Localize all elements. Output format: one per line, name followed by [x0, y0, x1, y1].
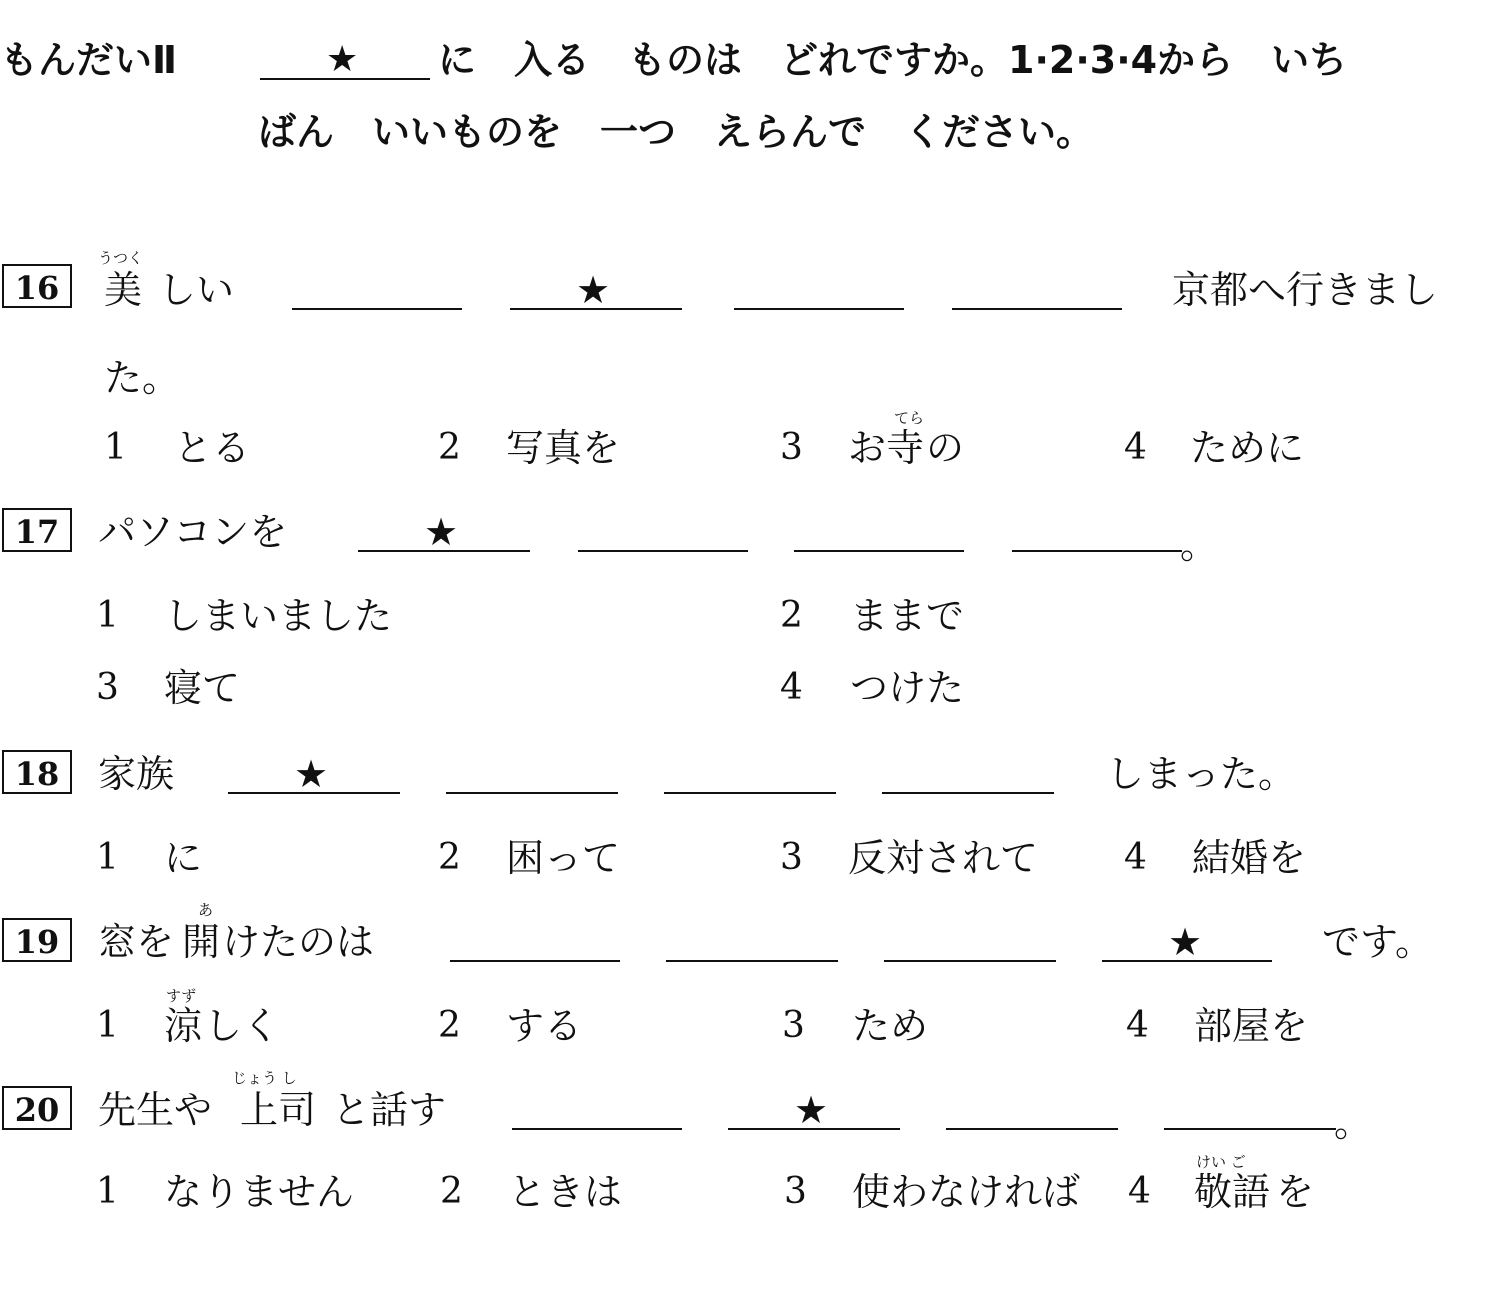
option-number: 4: [1124, 837, 1147, 878]
answer-blank[interactable]: [794, 550, 964, 552]
furigana: あ: [198, 901, 214, 919]
option-text-kanji[interactable]: 寺: [886, 426, 925, 470]
question-number: 18: [2, 750, 72, 794]
answer-blank[interactable]: [884, 960, 1056, 962]
section-label: もんだいⅡ: [0, 38, 178, 82]
option-number: 1: [96, 1005, 119, 1046]
question-prefix-kanji: 開: [182, 920, 221, 964]
option-number: 2: [438, 837, 461, 878]
question-suffix: 。: [1180, 523, 1219, 567]
answer-blank[interactable]: [664, 792, 836, 794]
option-text[interactable]: 写真を: [506, 426, 621, 470]
option-number: 3: [782, 1005, 805, 1046]
option-text[interactable]: ままで: [850, 594, 965, 638]
option-number: 1: [96, 837, 119, 878]
option-number: 1: [104, 427, 127, 468]
option-text[interactable]: ために: [1190, 426, 1305, 470]
answer-blank[interactable]: [1012, 550, 1182, 552]
question-prefix: パソコンを: [98, 510, 288, 554]
option-number: 3: [784, 1171, 807, 1212]
option-number: 4: [1126, 1005, 1149, 1046]
furigana: すず: [166, 987, 197, 1005]
question-number: 19: [2, 918, 72, 962]
furigana: じょう し: [232, 1069, 297, 1087]
option-text[interactable]: とる: [174, 426, 251, 470]
question-number: 17: [2, 508, 72, 552]
option-number: 2: [780, 595, 803, 636]
answer-blank[interactable]: [512, 1128, 682, 1130]
question-number: 16: [2, 264, 72, 308]
answer-blank[interactable]: [450, 960, 620, 962]
furigana: けい ご: [1196, 1153, 1246, 1171]
option-number: 4: [780, 667, 803, 708]
answer-blank[interactable]: [666, 960, 838, 962]
answer-blank[interactable]: [946, 1128, 1118, 1130]
option-text[interactable]: つけた: [850, 666, 965, 710]
option-number: 1: [96, 1171, 119, 1212]
option-number: 3: [780, 837, 803, 878]
question-prefix-post: と話す: [332, 1088, 447, 1132]
star-marker: ★: [794, 1088, 829, 1132]
instruction-line-2: ばん いいものを 一つ えらんで ください。: [258, 110, 1095, 154]
instruction-line-1: に 入る ものは どれですか。1·2·3·4から いち: [438, 38, 1348, 82]
option-text-pre[interactable]: お: [848, 426, 887, 470]
option-text[interactable]: する: [506, 1004, 583, 1048]
option-text[interactable]: 反対されて: [848, 836, 1039, 880]
question-suffix: 京都へ行きまし: [1172, 268, 1439, 312]
question-prefix-post: けたのは: [222, 920, 375, 964]
option-number: 4: [1128, 1171, 1151, 1212]
option-number: 2: [440, 1171, 463, 1212]
option-text[interactable]: ときは: [508, 1170, 623, 1214]
question-prefix: 家族: [98, 752, 175, 796]
option-text-post[interactable]: を: [1276, 1170, 1315, 1214]
option-text[interactable]: なりません: [164, 1170, 355, 1214]
furigana: うつく: [98, 249, 144, 267]
option-text[interactable]: に: [164, 836, 203, 880]
question-prefix-pre: 先生や: [98, 1088, 213, 1132]
option-text[interactable]: ため: [852, 1004, 929, 1048]
option-text[interactable]: しまいました: [164, 594, 393, 638]
question-suffix-continued: た。: [104, 356, 181, 400]
answer-blank[interactable]: [1164, 1128, 1336, 1130]
star-marker: ★: [576, 268, 611, 312]
option-text-kanji[interactable]: 敬語: [1194, 1170, 1271, 1214]
question-suffix: です。: [1322, 920, 1433, 964]
question-suffix: 。: [1334, 1101, 1373, 1145]
option-text-post[interactable]: しく: [204, 1004, 281, 1048]
question-prefix: しい: [158, 268, 235, 312]
instruction-star: ★: [326, 39, 359, 80]
option-number: 2: [438, 427, 461, 468]
option-number: 1: [96, 595, 119, 636]
star-marker: ★: [424, 510, 459, 554]
option-text[interactable]: 使わなければ: [852, 1170, 1081, 1214]
star-marker: ★: [294, 752, 329, 796]
answer-blank[interactable]: [292, 308, 462, 310]
question-prefix-kanji: 美: [104, 268, 143, 312]
answer-blank[interactable]: [952, 308, 1122, 310]
question-suffix: しまった。: [1106, 752, 1297, 796]
answer-blank[interactable]: [446, 792, 618, 794]
option-text[interactable]: 困って: [506, 836, 621, 880]
answer-blank[interactable]: [882, 792, 1054, 794]
question-number: 20: [2, 1086, 72, 1130]
question-prefix-pre: 窓を: [98, 920, 175, 964]
option-number: 4: [1124, 427, 1147, 468]
answer-blank[interactable]: [734, 308, 904, 310]
option-number: 3: [96, 667, 119, 708]
answer-blank[interactable]: [578, 550, 748, 552]
option-number: 2: [438, 1005, 461, 1046]
option-number: 3: [780, 427, 803, 468]
option-text-kanji[interactable]: 涼: [164, 1004, 203, 1048]
question-prefix-kanji: 上司: [240, 1088, 317, 1132]
option-text[interactable]: 寝て: [164, 666, 241, 710]
star-marker: ★: [1168, 920, 1203, 964]
option-text[interactable]: 部屋を: [1194, 1004, 1309, 1048]
option-text-post[interactable]: の: [926, 426, 965, 470]
option-text[interactable]: 結婚を: [1192, 836, 1307, 880]
furigana: てら: [894, 409, 925, 427]
